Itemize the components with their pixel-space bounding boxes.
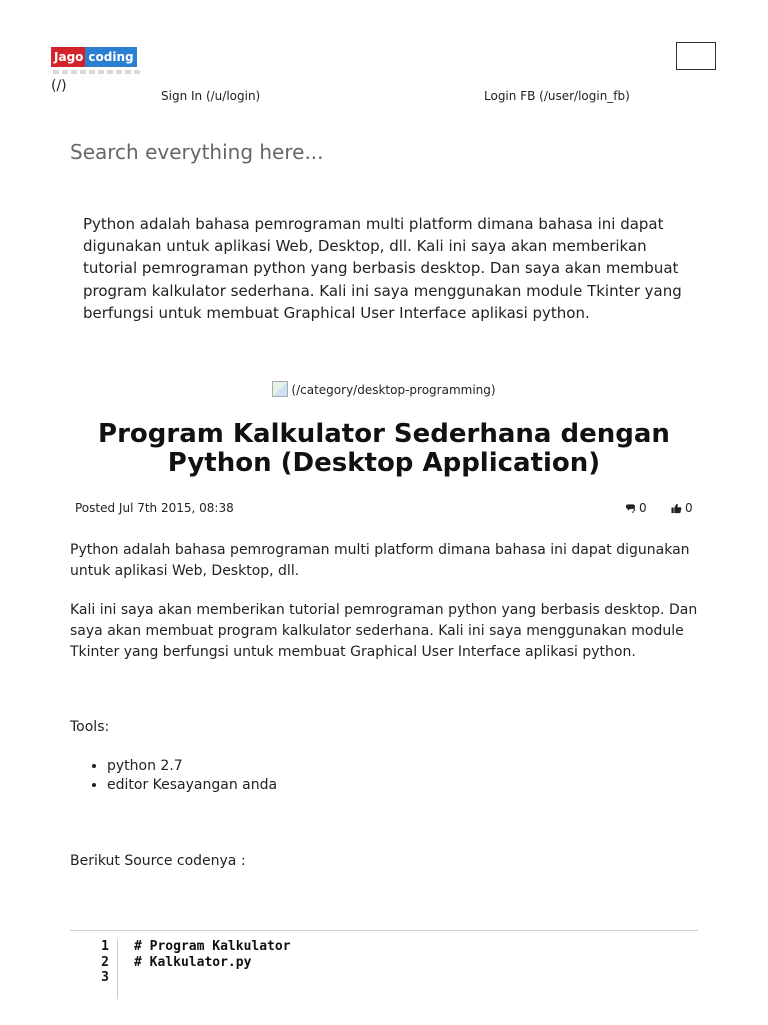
comments-count-value: 0 bbox=[639, 501, 647, 515]
comments-icon bbox=[625, 503, 636, 514]
category-link-text[interactable]: (/category/desktop-programming) bbox=[291, 383, 496, 397]
article-paragraph-1: Python adalah bahasa pemrograman multi platform dimana bahasa ini dapat digunakan untuk aplikasi Web, Desktop, dll. bbox=[70, 542, 690, 579]
category-image-icon bbox=[272, 381, 288, 397]
code-block bbox=[70, 930, 698, 1025]
tools-label: Tools: bbox=[70, 719, 110, 735]
login-fb-link[interactable]: Login FB (/user/login_fb) bbox=[484, 89, 630, 103]
line-number: 3 bbox=[101, 970, 109, 985]
sign-in-link[interactable]: Sign In (/u/login) bbox=[161, 89, 261, 103]
line-number: 1 bbox=[101, 939, 109, 954]
search-input[interactable] bbox=[70, 136, 690, 168]
article-summary: Python adalah bahasa pemrograman multi platform dimana bahasa ini dapat digunakan untuk aplikasi Web, Desktop, dll. Kali ini saya akan memberikan tutorial pemrograman python yang berbasis desktop. Dan saya akan membuat program kalkulator sederhana. Kali ini saya menggunakan module Tkinter yang berfungsi untuk membuat Graphical User Interface aplikasi python. bbox=[83, 215, 682, 322]
logo-left-text: Jago bbox=[51, 47, 85, 67]
home-link[interactable]: (/) bbox=[51, 78, 67, 94]
article-paragraph-2: Kali ini saya akan memberikan tutorial pemrograman python yang berbasis desktop. Dan saya akan membuat program kalkulator sederhana. Kali ini saya menggunakan module Tkinter yang berfungsi untuk membuat Graphical User Interface aplikasi python. bbox=[70, 602, 698, 660]
posted-date: Posted Jul 7th 2015, 08:38 bbox=[75, 501, 234, 515]
tools-list bbox=[90, 757, 277, 795]
category-link[interactable] bbox=[0, 381, 768, 397]
line-number: 2 bbox=[101, 954, 109, 970]
article-title: Program Kalkulator Sederhana dengan Python (Desktop Application) bbox=[98, 419, 670, 478]
source-code-label: Berikut Source codenya : bbox=[70, 853, 246, 869]
logo-tagline-decoration bbox=[53, 70, 143, 74]
code-line-numbers bbox=[70, 939, 118, 999]
code-line: # Program Kalkulator bbox=[134, 939, 291, 954]
thumbs-up-icon bbox=[671, 503, 682, 514]
comments-count[interactable] bbox=[625, 501, 647, 515]
list-item: • python 2.7 bbox=[107, 757, 277, 776]
logo-right-text: coding bbox=[85, 47, 136, 67]
list-item: • editor Kesayangan anda bbox=[107, 776, 277, 795]
site-logo[interactable] bbox=[51, 47, 145, 67]
likes-count[interactable] bbox=[671, 501, 693, 515]
likes-count-value: 0 bbox=[685, 501, 693, 515]
code-line bbox=[134, 970, 291, 986]
code-lines bbox=[134, 939, 291, 986]
menu-toggle-button[interactable] bbox=[676, 42, 716, 70]
code-line: # Kalkulator.py bbox=[134, 954, 252, 970]
